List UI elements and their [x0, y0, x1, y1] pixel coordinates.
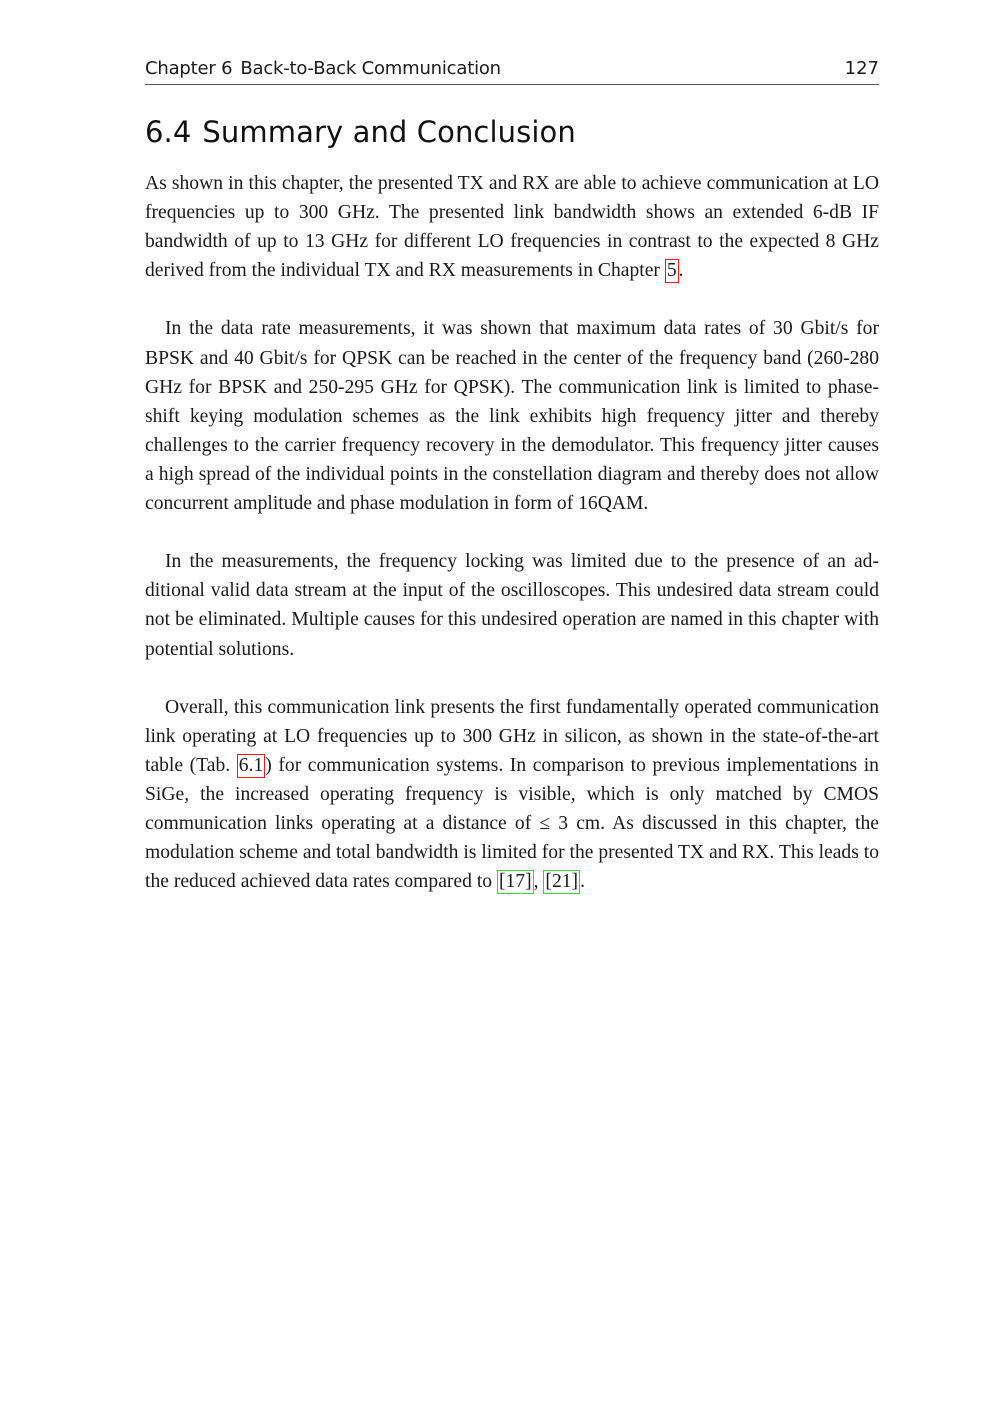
document-page	[145, 0, 879, 1414]
paragraph-4-end: .	[580, 871, 585, 893]
section-number: 6.4	[145, 115, 192, 149]
citation-separator: ,	[533, 871, 544, 893]
chapter-title: Back-to-Back Communication	[240, 58, 501, 79]
paragraph-1	[145, 169, 879, 285]
paragraph-4-text-a: Overall, this communication link presents the first fundamentally operated communication link operating at LO frequencies up to 300 GHz in silicon, as shown in the state-of-the-art table (Tab.	[145, 696, 879, 776]
citation-link-21[interactable]: [21]	[545, 871, 579, 893]
chapter-label: Chapter 6	[145, 58, 233, 79]
section-title: Summary and Conclusion	[202, 115, 576, 149]
citation-link-17[interactable]: [17]	[498, 871, 532, 893]
table-reference-link[interactable]: 6.1	[238, 754, 264, 776]
running-header	[145, 57, 879, 85]
paragraph-2: In the data rate measurements, it was shown that maximum data rates of 30 Gbit/s for BPSK and 40 Gbit/s for QPSK can be reached in the center of the frequency band (260-280 GHz for BPSK and 250-295 GHz for QPSK). The communication link is limited to phase-shift keying modulation schemes as the link exhibits high frequency jitter and thereby challenges to the carrier frequency recovery in the demodulator. This frequency jitter causes a high spread of the individual points in the constellation diagram and thereby does not allow concurrent amplitude and phase modulation in form of 16QAM.	[145, 318, 879, 515]
running-header-chapter	[145, 57, 501, 81]
paragraph-3: In the measurements, the frequency locking was limited due to the presence of an additional valid data stream at the input of the oscilloscopes. This undesired data stream could not be eliminated. Multiple causes for this undesired operation are named in this chapter with potential solutions.	[145, 551, 879, 660]
paragraph-4-text-b: ) for communication systems. In comparison to previous implementations in SiGe, the increased operating frequency is visible, which is only matched by CMOS communication links operating at a distance of ≤ 3 cm. As discussed in this chapter, the modulation scheme and total bandwidth is limited for the presented TX and RX. This leads to the reduced achieved data rates compared to	[145, 754, 879, 893]
paragraph-1-text: As shown in this chapter, the presented TX and RX are able to achieve communication at LO frequencies up to 300 GHz. The presented link bandwidth shows an extended 6-dB IF bandwidth of up to 13 GHz for different LO frequencies in contrast to the expected 8 GHz derived from the individual TX and RX measurements in Chapter	[145, 173, 879, 282]
paragraph-4	[145, 693, 879, 897]
page-number: 127	[844, 58, 879, 79]
chapter-reference-link[interactable]: 5	[666, 260, 677, 282]
paragraph-1-end: .	[678, 260, 684, 282]
body-text	[145, 169, 879, 925]
section-heading	[145, 113, 576, 151]
